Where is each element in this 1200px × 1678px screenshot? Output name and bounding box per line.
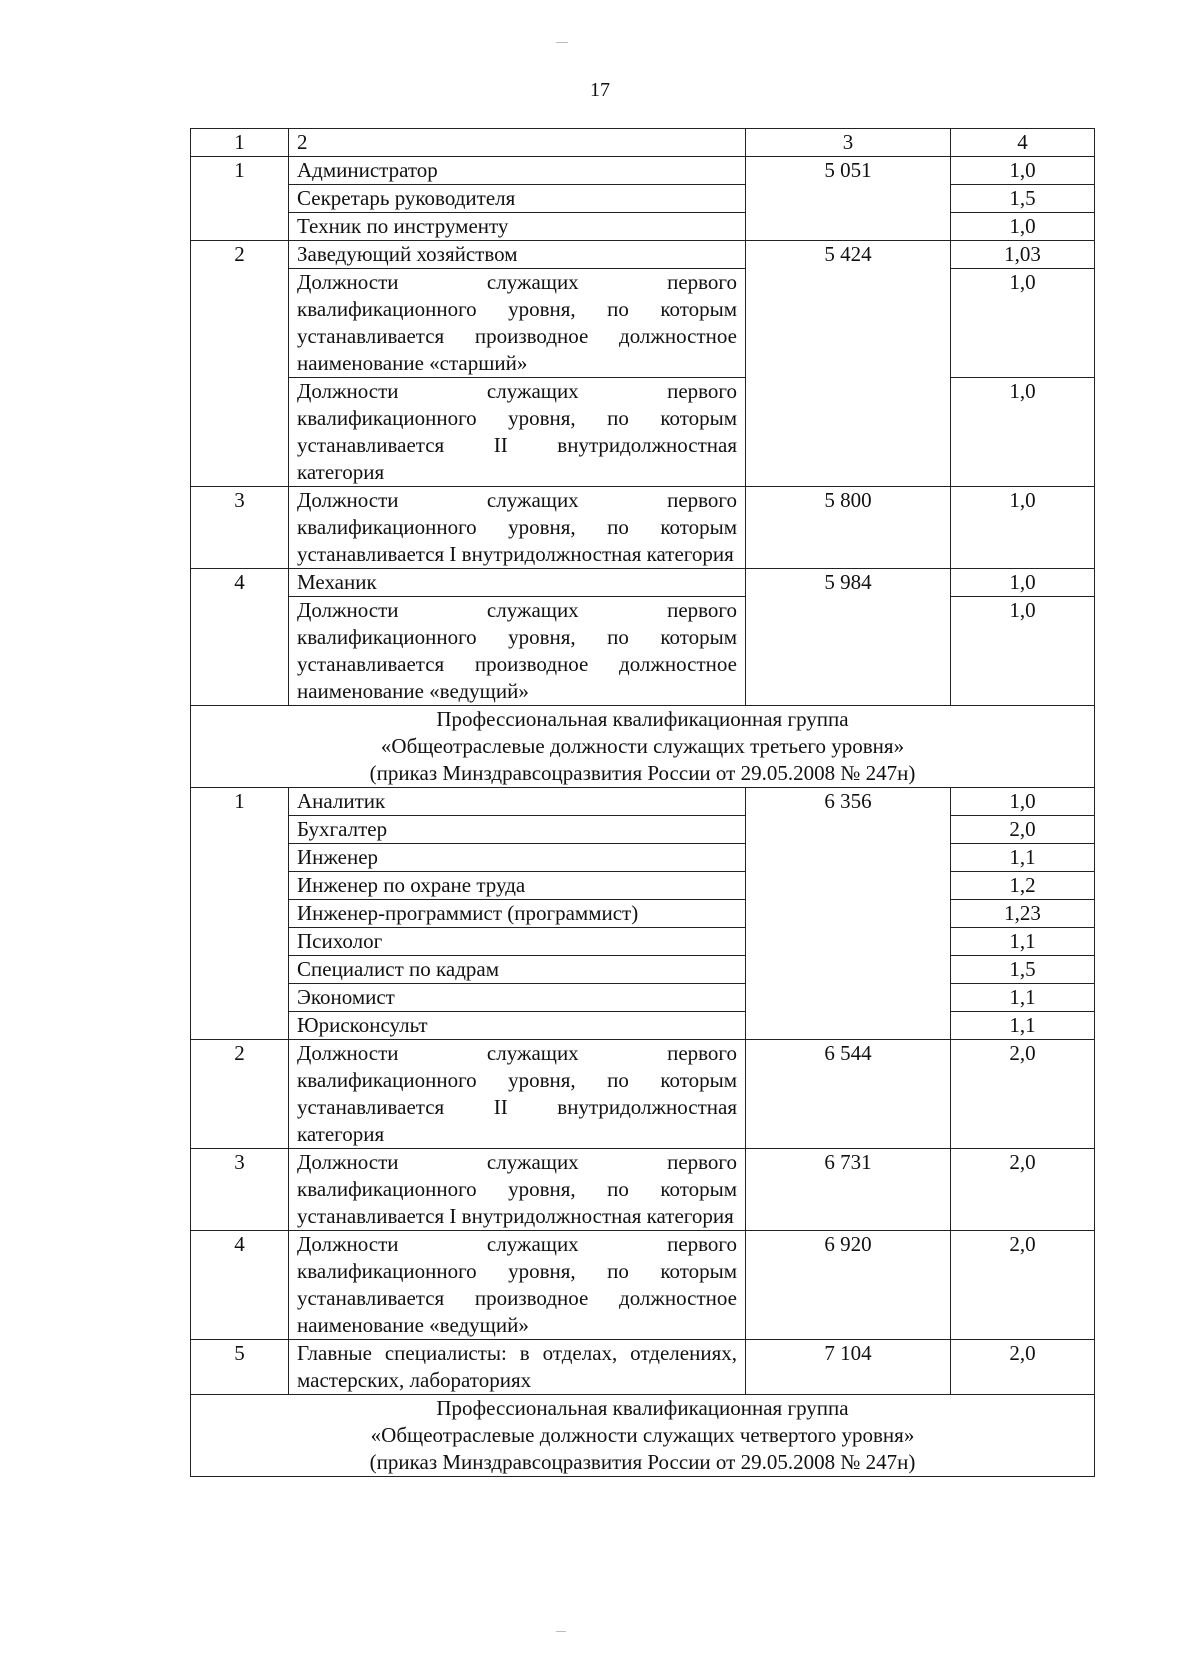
salary-cell: 6 731 [746, 1149, 951, 1231]
table-row [191, 956, 1095, 984]
table-row [191, 1040, 1095, 1149]
scan-mark [556, 42, 568, 43]
position-name-cell: Должности служащих первого квалификационного уровня, по которым устанавливается производное должностное наименование «ведущий» [289, 597, 746, 706]
table-row [191, 1340, 1095, 1395]
table-row [191, 816, 1095, 844]
group-heading-line: «Общеотраслевые должности служащих четвертого уровня» [370, 1423, 915, 1447]
salary-cell: 5 051 [746, 157, 951, 241]
level-number-cell: 2 [191, 1040, 289, 1149]
coefficient-cell: 1,0 [951, 269, 1095, 378]
header-cell: 3 [746, 129, 951, 157]
level-number-cell: 3 [191, 487, 289, 569]
group-heading-line: (приказ Минздравсоцразвития России от 29.05.2008 № 247н) [369, 1450, 916, 1474]
table-row [191, 378, 1095, 487]
header-cell: 1 [191, 129, 289, 157]
coefficient-cell: 1,0 [951, 213, 1095, 241]
level-number-cell: 1 [191, 788, 289, 1040]
coefficient-cell: 1,5 [951, 185, 1095, 213]
coefficient-cell: 2,0 [951, 1340, 1095, 1395]
position-name-cell: Механик [289, 569, 746, 597]
table-row [191, 788, 1095, 816]
coefficient-cell: 1,5 [951, 956, 1095, 984]
table-row [191, 1012, 1095, 1040]
position-name-cell: Экономист [289, 984, 746, 1012]
scan-mark [556, 1631, 566, 1632]
group-heading [191, 706, 1095, 788]
coefficient-cell: 1,23 [951, 900, 1095, 928]
position-name-cell: Юрисконсульт [289, 1012, 746, 1040]
coefficient-cell: 1,03 [951, 241, 1095, 269]
table-header-row [191, 129, 1095, 157]
page-number: 17 [590, 79, 610, 101]
table-row [191, 213, 1095, 241]
table-row [191, 487, 1095, 569]
position-name-cell: Техник по инструменту [289, 213, 746, 241]
position-name-cell: Должности служащих первого квалификационного уровня, по которым устанавливается II внутридолжностная категория [289, 378, 746, 487]
coefficient-cell: 2,0 [951, 1040, 1095, 1149]
table-row [191, 872, 1095, 900]
position-name-cell: Главные специалисты: в отделах, отделениях, мастерских, лабораториях [289, 1340, 746, 1395]
group-heading-row [191, 706, 1095, 788]
position-name-cell: Секретарь руководителя [289, 185, 746, 213]
group-heading [191, 1395, 1095, 1477]
position-name-cell: Специалист по кадрам [289, 956, 746, 984]
table-row [191, 597, 1095, 706]
qualification-table [190, 128, 1095, 1477]
table-row [191, 1231, 1095, 1340]
coefficient-cell: 1,1 [951, 844, 1095, 872]
table-row [191, 844, 1095, 872]
table-row [191, 269, 1095, 378]
table-row [191, 984, 1095, 1012]
table-row [191, 185, 1095, 213]
coefficient-cell: 1,0 [951, 378, 1095, 487]
position-name-cell: Инженер [289, 844, 746, 872]
position-name-cell: Бухгалтер [289, 816, 746, 844]
coefficient-cell: 1,0 [951, 788, 1095, 816]
coefficient-cell: 1,1 [951, 928, 1095, 956]
position-name-cell: Заведующий хозяйством [289, 241, 746, 269]
group-heading-line: «Общеотраслевые должности служащих третьего уровня» [380, 734, 905, 758]
table-row [191, 157, 1095, 185]
group-heading-line: Профессиональная квалификационная группа [436, 707, 849, 731]
level-number-cell: 4 [191, 1231, 289, 1340]
position-name-cell: Инженер по охране труда [289, 872, 746, 900]
table-row [191, 928, 1095, 956]
coefficient-cell: 1,0 [951, 487, 1095, 569]
coefficient-cell: 1,1 [951, 984, 1095, 1012]
position-name-cell: Аналитик [289, 788, 746, 816]
level-number-cell: 3 [191, 1149, 289, 1231]
header-cell: 4 [951, 129, 1095, 157]
position-name-cell: Должности служащих первого квалификационного уровня, по которым устанавливается I внутридолжностная категория [289, 1149, 746, 1231]
position-name-cell: Должности служащих первого квалификационного уровня, по которым устанавливается производное должностное наименование «старший» [289, 269, 746, 378]
salary-cell: 7 104 [746, 1340, 951, 1395]
level-number-cell: 4 [191, 569, 289, 706]
table-row [191, 241, 1095, 269]
table-row [191, 900, 1095, 928]
level-number-cell: 1 [191, 157, 289, 241]
coefficient-cell: 2,0 [951, 1231, 1095, 1340]
coefficient-cell: 2,0 [951, 1149, 1095, 1231]
table-row [191, 1149, 1095, 1231]
salary-cell: 5 984 [746, 569, 951, 706]
coefficient-cell: 1,0 [951, 569, 1095, 597]
position-name-cell: Администратор [289, 157, 746, 185]
position-name-cell: Должности служащих первого квалификационного уровня, по которым устанавливается производное должностное наименование «ведущий» [289, 1231, 746, 1340]
group-heading-row [191, 1395, 1095, 1477]
salary-cell: 6 920 [746, 1231, 951, 1340]
coefficient-cell: 1,0 [951, 597, 1095, 706]
coefficient-cell: 1,1 [951, 1012, 1095, 1040]
coefficient-cell: 1,0 [951, 157, 1095, 185]
coefficient-cell: 2,0 [951, 816, 1095, 844]
position-name-cell: Инженер-программист (программист) [289, 900, 746, 928]
salary-cell: 6 544 [746, 1040, 951, 1149]
position-name-cell: Психолог [289, 928, 746, 956]
position-name-cell: Должности служащих первого квалификационного уровня, по которым устанавливается II внутридолжностная категория [289, 1040, 746, 1149]
level-number-cell: 5 [191, 1340, 289, 1395]
salary-cell: 5 424 [746, 241, 951, 487]
level-number-cell: 2 [191, 241, 289, 487]
position-name-cell: Должности служащих первого квалификационного уровня, по которым устанавливается I внутридолжностная категория [289, 487, 746, 569]
table-row [191, 569, 1095, 597]
coefficient-cell: 1,2 [951, 872, 1095, 900]
salary-cell: 5 800 [746, 487, 951, 569]
group-heading-line: (приказ Минздравсоцразвития России от 29.05.2008 № 247н) [369, 761, 916, 785]
group-heading-line: Профессиональная квалификационная группа [436, 1396, 849, 1420]
salary-cell: 6 356 [746, 788, 951, 1040]
header-cell: 2 [289, 129, 746, 157]
